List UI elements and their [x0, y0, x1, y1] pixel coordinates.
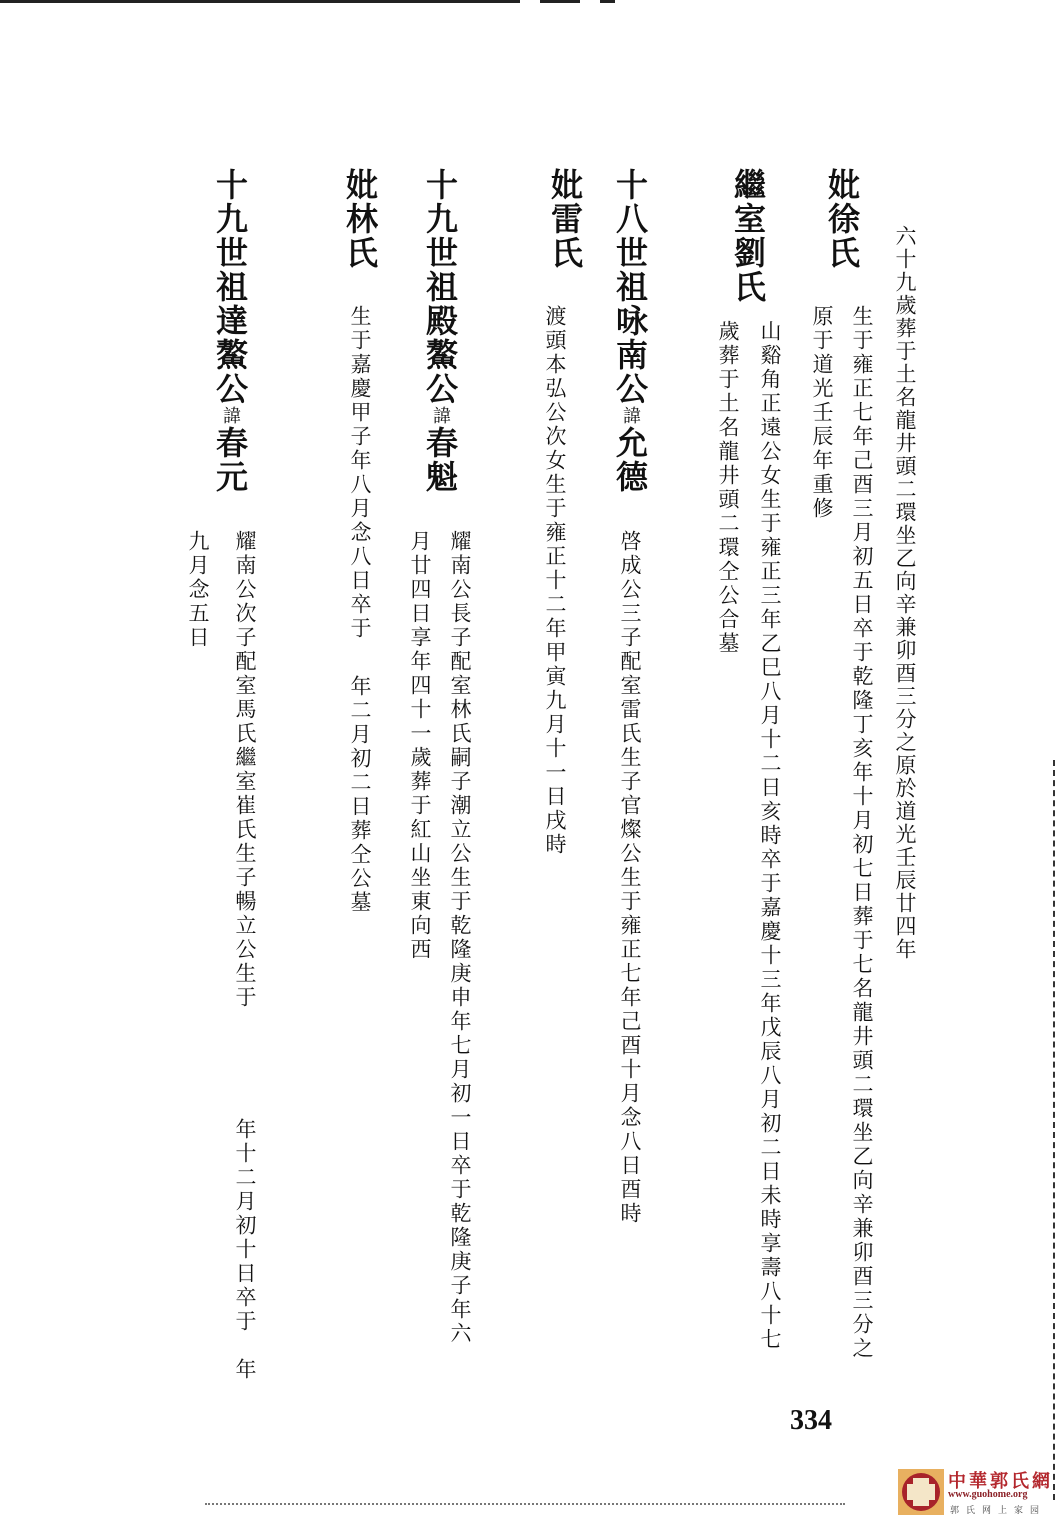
scan-top-border-fragment	[540, 0, 580, 3]
text-column-lei-birth: 渡頭本弘公次女生于雍正十二年甲寅九月十一日戌時	[543, 305, 567, 857]
heading-given-name: 允德	[611, 426, 649, 494]
guohome-watermark-logo	[898, 1465, 1058, 1520]
text-column-dianao-death: 月廿四日享年四十一歲葬于紅山坐東向西	[408, 530, 432, 962]
taboo-name-marker: 諱	[220, 406, 241, 426]
scan-top-border	[0, 0, 520, 3]
text-column-daao-year: 年	[233, 1358, 257, 1382]
heading-text: 十九世祖殿鰲公	[421, 168, 459, 406]
heading-consort-lin: 妣林氏	[341, 168, 379, 270]
heading-consort-xu: 妣徐氏	[823, 168, 861, 270]
text-column-xu-birth: 生于雍正七年己酉三月初五日卒于乾隆丁亥年十月初七日葬于七名龍井頭二環坐乙向辛兼卯酉三分之	[850, 305, 874, 1361]
text-column-dianao-details: 耀南公長子配室林氏嗣子潮立公生于乾隆庚申年七月初一日卒于乾隆庚子年六	[448, 530, 472, 1346]
heading-text: 十八世祖咏南公	[611, 168, 649, 406]
page-number: 334	[790, 1405, 832, 1436]
heading-19th-ancestor-dianao	[423, 168, 457, 494]
heading-given-name: 春魁	[421, 426, 459, 494]
text-column-lin-birth: 生于嘉慶甲子年八月念八日卒于	[348, 305, 372, 641]
text-column-daao-date: 九月念五日	[186, 530, 210, 650]
logo-subtitle: 郭氏网上家园	[950, 1506, 1047, 1516]
taboo-name-marker: 諱	[620, 406, 641, 426]
logo-url: www.guohome.org	[948, 1489, 1028, 1500]
scan-right-edge	[1053, 760, 1057, 1500]
text-column-yongnan-details: 啓成公三子配室雷氏生子官燦公生于雍正七年己酉十月念八日酉時	[618, 530, 642, 1226]
text-column-daao-details: 耀南公次子配室馬氏繼室崔氏生子暢立公生于	[233, 530, 257, 1010]
heading-given-name: 春元	[211, 426, 249, 494]
text-column-burial-note: 六十九歲葬于土名龍井頭二環坐乙向辛兼卯酉三分之原於道光壬辰廿四年	[893, 225, 917, 961]
heading-18th-ancestor-yongnan	[613, 168, 647, 494]
text-column-lin-burial: 年二月初二日葬仝公墓	[348, 675, 372, 915]
heading-text: 十九世祖達鰲公	[211, 168, 249, 406]
scan-top-border-fragment	[600, 0, 615, 3]
scan-bottom-noise	[205, 1503, 845, 1508]
text-column-liu-birth: 山谿角正遠公女生于雍正三年乙巳八月十二日亥時卒于嘉慶十三年戊辰八月初二日未時享壽八十七	[758, 320, 782, 1352]
logo-title: 中華郭氏網	[948, 1471, 1053, 1492]
seal-icon	[898, 1469, 944, 1515]
heading-consort-lei: 妣雷氏	[546, 168, 584, 270]
text-column-daao-death: 年十二月初十日卒于	[233, 1118, 257, 1334]
text-column-liu-burial: 歲葬于土名龍井頭二環仝公合墓	[716, 320, 740, 656]
taboo-name-marker: 諱	[430, 406, 451, 426]
text-column-xu-repair: 原于道光壬辰年重修	[810, 305, 834, 521]
heading-second-wife-liu: 繼室劉氏	[729, 168, 767, 304]
heading-19th-ancestor-daao	[213, 168, 247, 494]
